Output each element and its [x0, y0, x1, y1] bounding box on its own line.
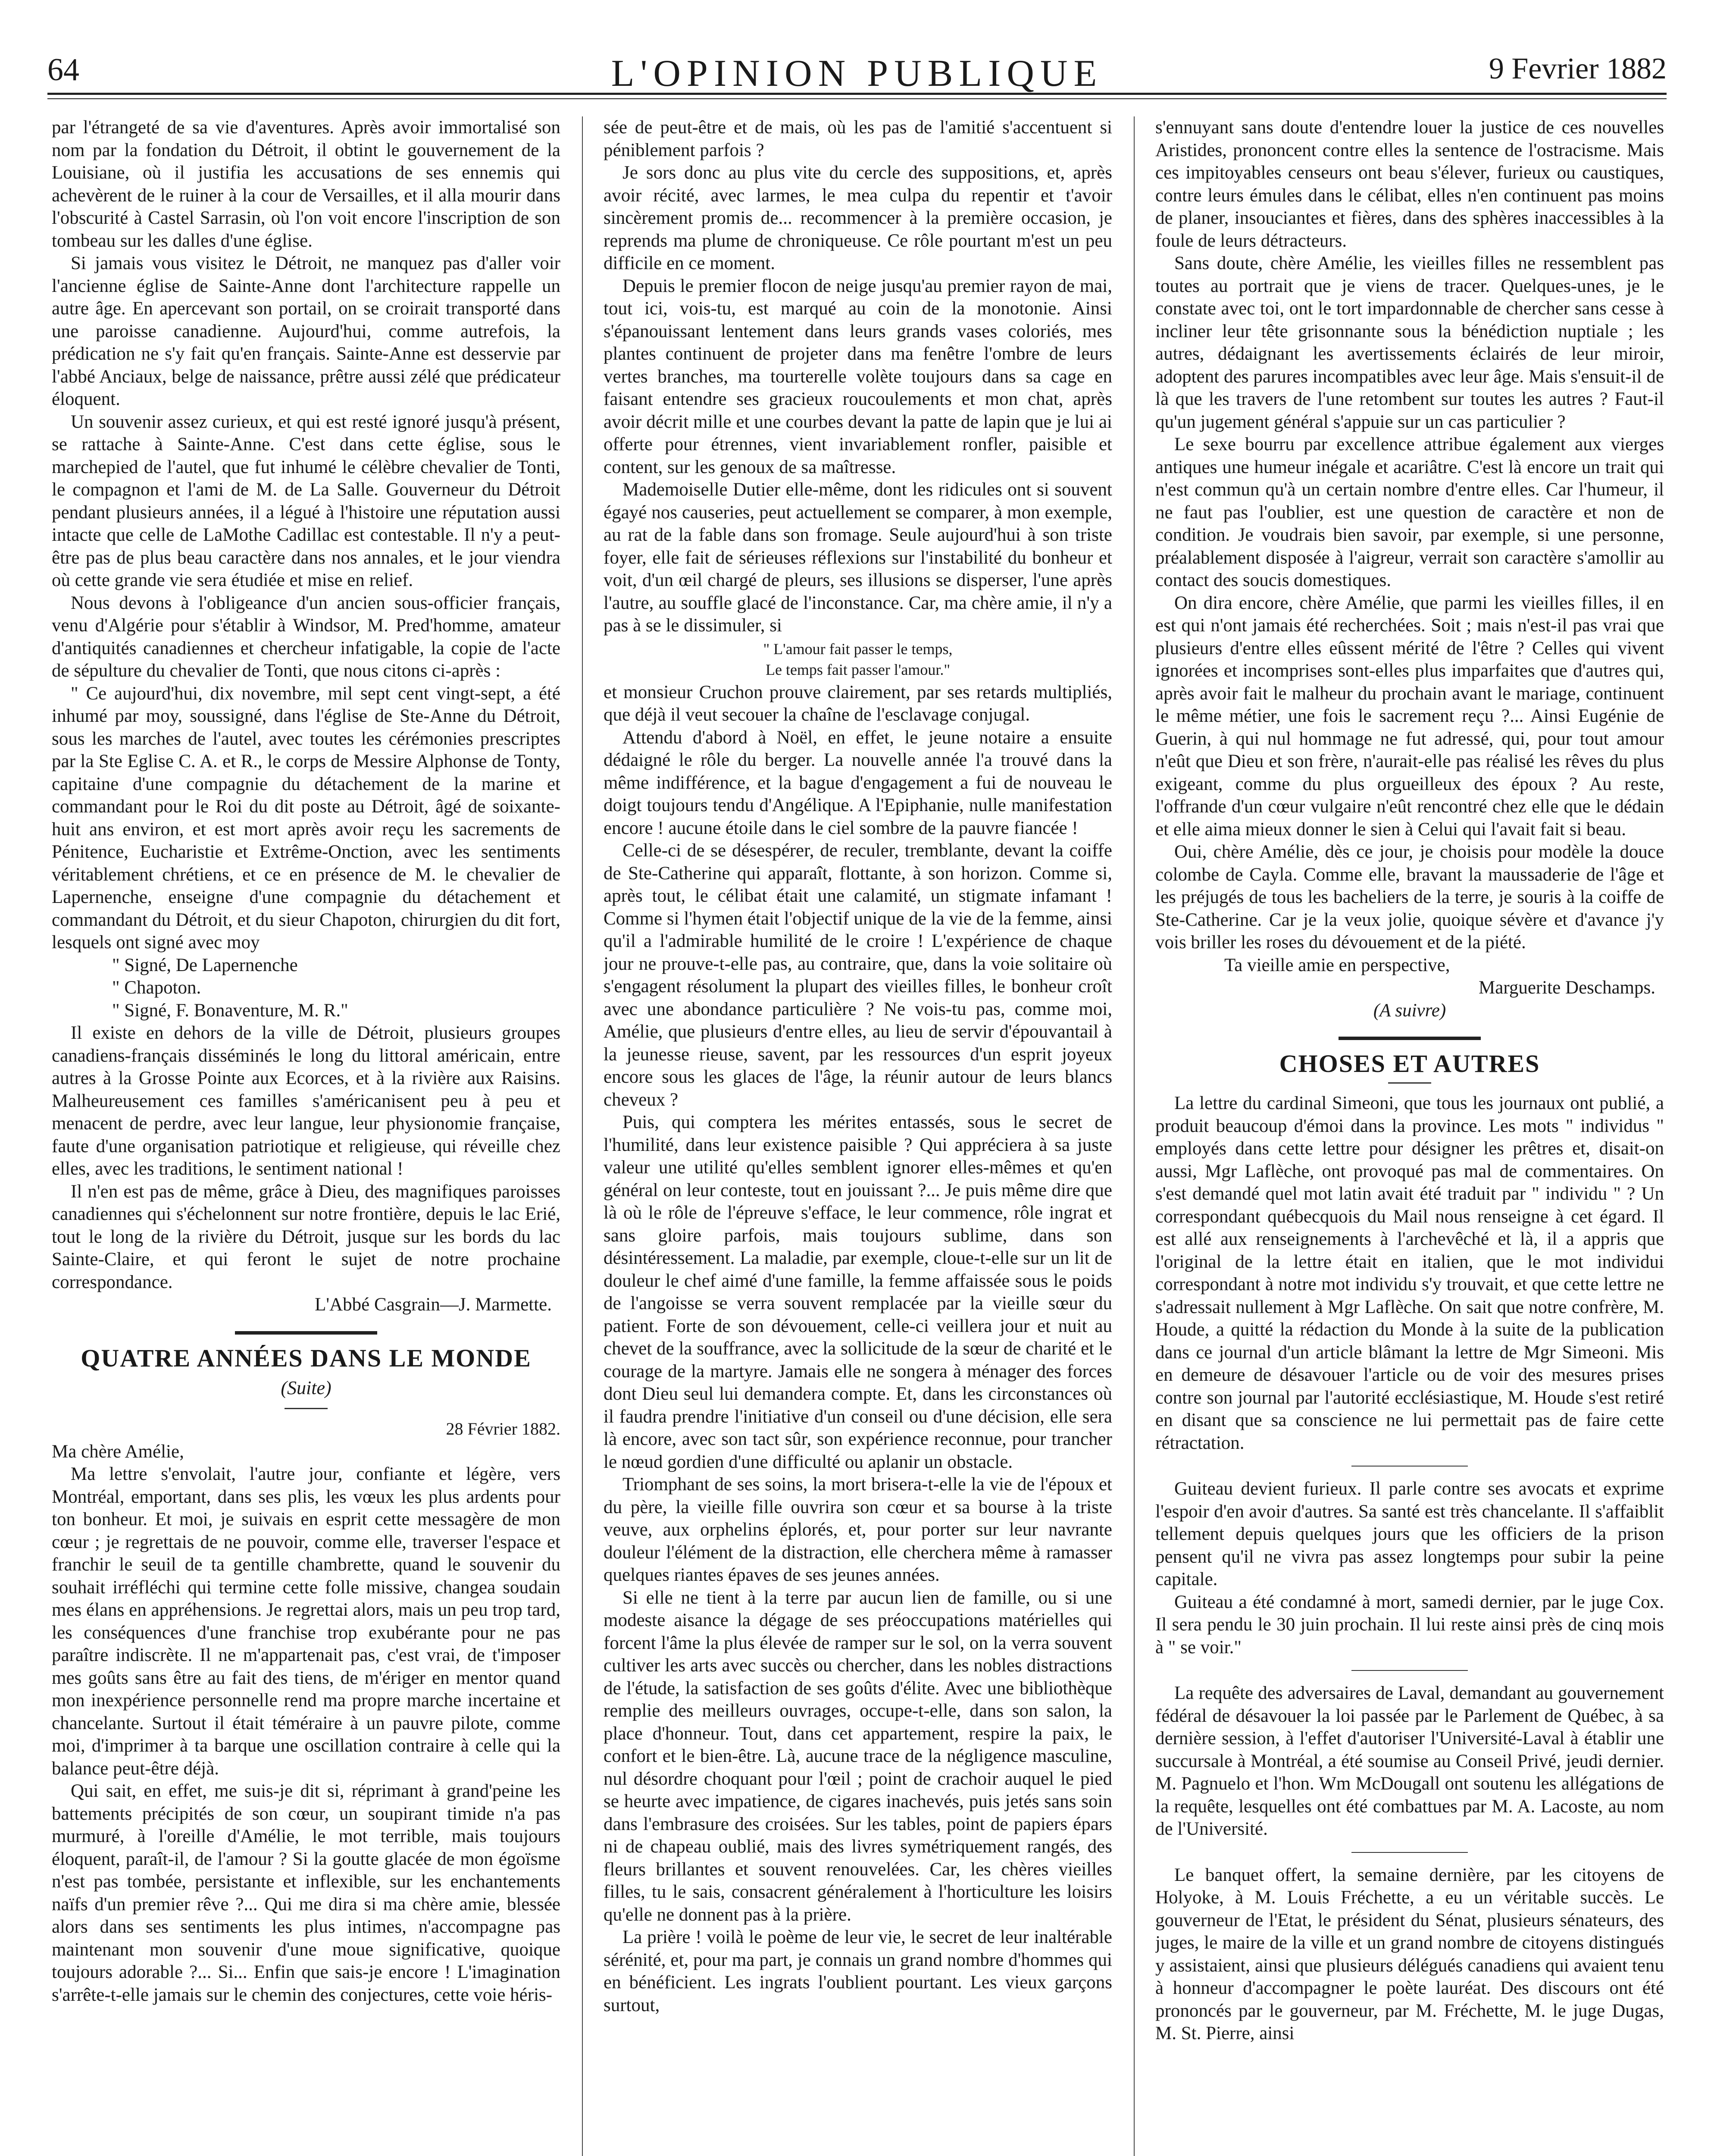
paragraph: Sans doute, chère Amélie, les vieilles filles ne ressemblent pas toutes au portrait que je viens de tracer. Quelques-unes, je le constate avec toi, ont le tort impardonnable de chercher sans cesse à incliner leur tête grisonnante sous la bénédiction nuptiale ; les autres, dédaignant les avertissements éclairés de leur miroir, adoptent des parures incompatibles avec leur âge. Mais s'ensuit-il de là que les travers de l'une retombent sur toutes les autres ? Faut-il qu'un jugement général s'appuie sur un cas particulier ?	[1155, 253, 1664, 432]
section-separator	[1339, 1037, 1481, 1040]
item-separator	[1351, 1670, 1468, 1671]
paragraph: Attendu d'abord à Noël, en effet, le jeune notaire a ensuite dédaigné le rôle du berger. La nouvelle année l'a trouvé dans la même indifférence, et la bague d'engagement a fui de nouveau le doigt toujours tendu d'Angélique. A l'Epiphanie, nulle manifestation encore ! aucune étoile dans le ciel sombre de la pauvre fiancée !	[604, 727, 1112, 838]
news-item: Guiteau a été condamné à mort, samedi dernier, par le juge Cox. Il sera pendu le 30 juin prochain. Il lui reste ainsi près de cinq mois à " se voir."	[1155, 1592, 1664, 1658]
paragraph: Triomphant de ses soins, la mort brisera-t-elle la vie de l'époux et du père, la vieille fille ouvrira son cœur et sa bourse à la triste veuve, aux orphelins éplorés, et, pour porter sur leur navrante douleur l'élément de la distraction, elle cherchera même à ramasser quelques riantes épaves de ses jeunes années.	[604, 1474, 1112, 1585]
paragraph: Depuis le premier flocon de neige jusqu'au premier rayon de mai, tout ici, vois-tu, est marqué au coin de la monotonie. Ainsi s'épanouissant lentement dans leurs grands vases coloriés, mes plantes continuent de projeter dans ma fenêtre l'ombre de leurs vertes branches, ma tourterelle volète toujours dans sa cage en faisant entendre ses gracieux roucoulements et mon chat, après avoir décrit mille et une courbes devant la patte de lapin que je lui ai offerte pour étrennes, vient invariablement ronfler, paisible et content, sur les genoux de sa maîtresse.	[604, 276, 1112, 477]
letter-date: 28 Février 1882.	[446, 1419, 560, 1438]
section-subtitle: (Suite)	[281, 1377, 332, 1398]
paragraph: Celle-ci de se désespérer, de reculer, tremblante, devant la coiffe de Ste-Catherine qui apparaît, flottante, à son horizon. Comme si, après tout, le célibat était une calamité, un stigmate infamant ! Comme si l'hymen était l'objectif unique de la vie de la femme, ainsi qu'il a l'admirable humilité de le croire ! L'expérience de chaque jour ne prouve-t-elle pas, au contraire, que, dans la voie solitaire où s'engagent résolument la plupart des vieilles filles, le bonheur croît avec une abondance particulière ? Ne vois-tu pas, comme moi, Amélie, que plusieurs d'entre elles, au lieu de servir d'épouvantail à la jeunesse rieuse, savent, par les ressources d'un esprit joyeux encore sous les glaces de l'âge, la réunir autour de leurs blancs cheveux ?	[604, 840, 1112, 1110]
title-separator	[285, 1408, 328, 1409]
letter-closing: Ta vieille amie en perspective,	[1224, 955, 1450, 975]
page-header	[47, 47, 1667, 99]
news-item: Guiteau devient furieux. Il parle contre ses avocats et exprime l'espoir d'en avoir d'autres. Sa santé est très chancelante. Il s'affaiblit tellement depuis quelques jours que les officiers de la prison pensent qu'il ne vivra pas assez longtemps pour subir la peine capitale.	[1155, 1479, 1664, 1589]
title-separator	[1388, 1082, 1431, 1084]
paragraph: Il n'en est pas de même, grâce à Dieu, des magnifiques paroisses canadiennes qui s'échelonnent sur notre frontière, depuis le lac Erié, tout le long de la rivière du Détroit, jusque sur les bords du lac Sainte-Claire, et qui feront le sujet de notre prochaine correspondance.	[52, 1181, 560, 1292]
news-item: La lettre du cardinal Simeoni, que tous les journaux ont publié, a produit beaucoup d'émoi dans la province. Les mots " individus " employés dans cette lettre pour désigner les prêtres et, disait-on aussi, Mgr Laflèche, ont provoqué pas mal de commentaires. On s'est demandé quel mot latin avait été traduit par " individu " ? Un correspondant québecquois du Mail nous renseigne à cet égard. Il est allé aux renseignements à l'archevêché et là, il a appris que l'original de la lettre était en italien, que le mot individui correspondant à notre mot individu s'y trouvait, et que cette lettre ne s'adressait nullement à Mgr Laflèche. On sait que notre confrère, M. Houde, a quitté la rédaction du Monde à la suite de la publication dans ce journal d'un article blâmant la lettre de Mgr Simeoni. Mis en demeure de désavouer l'article ou de voir des mesures prises contre son journal par l'autorité ecclésiastique, M. Houde s'est retiré en disant que sa conscience ne lui permettait pas de faire cette rétractation.	[1155, 1093, 1664, 1453]
paragraph: Il existe en dehors de la ville de Détroit, plusieurs groupes canadiens-français disséminés le long du littoral américain, entre autres à la Grosse Pointe aux Ecorces, et à la rivière aux Raisins. Malheureusement ces familles s'américanisent peu à peu et menacent de perdre, avec leur langue, leur physionomie française, faute d'une organisation patriotique et religieuse, qui réveille chez elles, avec les traditions, le sentiment national !	[52, 1023, 560, 1179]
paragraph: Ma lettre s'envolait, l'autre jour, confiante et légère, vers Montréal, emportant, dans ses plis, les vœux les plus ardents pour ton bonheur. Et moi, je suivais en esprit cette messagère de mon cœur ; je regrettais de ne pouvoir, comme elle, traverser l'espace et franchir le seuil de ta gentille chambrette, quand le souvenir du souhait irréfléchi qui termine cette folle missive, changea soudain mes élans en appréhensions. Je regrettai alors, mais un peu trop tard, les conséquences d'une franchise trop exubérante pour ne pas paraître indiscrète. Il ne m'appartenait pas, c'est vrai, de t'imposer mes goûts sans être au fait des tiens, de m'ériger en mentor quand mon inexpérience personnelle rend ma propre marche incertaine et chancelante. Surtout il était téméraire à un pauvre pilote, comme moi, d'imprimer à ta barque une oscillation contraire à celle qui la balance peut-être déjà.	[52, 1464, 560, 1779]
paragraph: Si jamais vous visitez le Détroit, ne manquez pas d'aller voir l'ancienne église de Sainte-Anne dont l'architecture rappelle un autre âge. En apercevant son portail, on se croirait transporté dans une paroisse canadienne. Aujourd'hui, comme autrefois, la prédication ne s'y fait qu'en français. Sainte-Anne est desservie par l'abbé Anciaux, belge de naissance, prêtre aussi zélé que prédicateur éloquent.	[52, 253, 560, 409]
item-separator	[1351, 1852, 1468, 1853]
paragraph: Nous devons à l'obligeance d'un ancien sous-officier français, venu d'Algérie pour s'établir à Windsor, M. Pred'homme, amateur d'antiquités canadiennes et chercheur infatigable, la copie de l'acte de sépulture du chevalier de Tonti, que nous citons ci-après :	[52, 592, 560, 681]
paragraph: s'ennuyant sans doute d'entendre louer la justice de ces nouvelles Aristides, prononcent contre elles la sentence de l'ostracisme. Mais ces impitoyables censeurs ont beau s'élever, furieux ou caustiques, contre leurs émules dans le célibat, elles n'en continuent pas moins de planer, insouciantes et fières, dans des sphères inaccessibles à la foule de leurs détracteurs.	[1155, 117, 1664, 251]
paragraph: et monsieur Cruchon prouve clairement, par ses retards multipliés, que déjà il veut secouer la chaîne de l'esclavage conjugal.	[604, 682, 1112, 725]
news-item: La requête des adversaires de Laval, demandant au gouvernement fédéral de désavouer la loi passée par le Parlement de Québec, à sa dernière session, à l'effet d'autoriser l'Université-Laval à établir une succursale à Montréal, a été soumise au Conseil Privé, jeudi dernier. M. Pagnuelo et l'hon. Wm McDougall ont soutenu les allégations de la requête, lesquelles ont été combattues par M. A. Lacoste, au nom de l'Université.	[1155, 1683, 1664, 1839]
paragraph: Mademoiselle Dutier elle-même, dont les ridicules ont si souvent égayé nos causeries, peut actuellement se comparer, à mon exemple, au rat de la fable dans son fromage. Seule aujourd'hui à son triste foyer, elle fait de sérieuses réflexions sur l'instabilité du bonheur et voit, d'un œil chargé de pleurs, ses illusions se disperser, l'une après l'autre, au souffle glacé de l'inconstance. Car, ma chère amie, il n'y a pas à se le dissimuler, si	[604, 479, 1112, 636]
paragraph: Si elle ne tient à la terre par aucun lien de famille, ou si une modeste aisance la dégage de ses préoccupations matérielles qui forcent l'âme la plus élevée de ramper sur le sol, on la verra souvent cultiver les arts avec succès ou chercher, dans les nobles distractions de l'étude, la satisfaction de ses goûts d'élite. Avec une bibliothèque remplie des meilleurs ouvrages, occupe-t-elle, dans son salon, la place d'honneur. Tout, dans cet appartement, respire la paix, le confort et le bien-être. Là, aucune trace de la négligence masculine, nul désordre choquant pour l'œil ; point de crachoir auquel le pied se heurte avec impatience, de cigares inachevés, puis jetés sans soin dans l'embrasure des croisées. Sur les tables, point de papiers épars ni de chapeau oublié, mais des livres symétriquement rangés, des fleurs brillantes et souvent renouvelées. Car, les chères vieilles filles, tu le sais, consacrent généralement à l'horticulture les loisirs qu'elle ne donnent pas à la prière.	[604, 1587, 1112, 1925]
header-rule-thick	[47, 93, 1667, 95]
paragraph: sée de peut-être et de mais, où les pas de l'amitié s'accentuent si péniblement parfois ?	[604, 117, 1112, 160]
item-separator	[1351, 1466, 1468, 1467]
verse-line: " L'amour fait passer le temps,	[763, 640, 953, 658]
verse-line: Le temps fait passer l'amour."	[765, 661, 951, 678]
letter-signature: Marguerite Deschamps.	[1479, 978, 1655, 998]
column-1	[52, 116, 560, 2156]
article-byline: L'Abbé Casgrain—J. Marmette.	[315, 1294, 552, 1315]
paragraph: Un souvenir assez curieux, et qui est resté ignoré jusqu'à présent, se rattache à Sainte-Anne. C'est dans cette église, sous le marchepied de l'autel, que fut inhumé le célèbre chevalier de Tonti, le compagnon et l'ami de M. de La Salle. Gouverneur du Détroit pendant plusieurs années, il a légué à l'histoire une réputation aussi intacte que celle de LaMothe Cadillac est contestable. Il n'y a peut-être pas de plus beau caractère dans nos annales, et le jour viendra où cette grande vie sera étudiée et mise en relief.	[52, 411, 560, 590]
paragraph: La prière ! voilà le poème de leur vie, le secret de leur inaltérable sérénité, et, pour ma part, je connais un grand nombre d'hommes qui en bénéficient. Les ingrats l'oublient pourtant. Les vieux garçons surtout,	[604, 1927, 1112, 2015]
section-title: CHOSES ET AUTRES	[1279, 1050, 1540, 1078]
record-signature: " Signé, F. Bonaventure, M. R."	[112, 1000, 348, 1021]
column-2	[604, 116, 1112, 2156]
paragraph: par l'étrangeté de sa vie d'aventures. Après avoir immortalisé son nom par la fondation du Détroit, il obtint le gouvernement de la Louisiane, où il justifia les accusations de ses ennemis qui achevèrent de le ruiner à la cour de Versailles, et il alla mourir dans l'obscurité à Castel Sarrasin, où l'on voit encore l'inscription de son tombeau sur les dalles d'une église.	[52, 117, 560, 251]
paragraph: Je sors donc au plus vite du cercle des suppositions, et, après avoir récité, avec larmes, le mea culpa du repentir et t'avoir sincèrement promis de... recommencer à la première occasion, je reprends ma plume de chroniqueuse. Ce rôle pourtant m'est un peu difficile en ce moment.	[604, 163, 1112, 273]
masthead-title: L'OPINION PUBLIQUE	[611, 53, 1103, 94]
news-item: Le banquet offert, la semaine dernière, par les citoyens de Holyoke, à M. Louis Fréchette, a eu un véritable succès. Le gouverneur de l'Etat, le président du Sénat, plusieurs sénateurs, des juges, le maire de la ville et un grand nombre de citoyens distingués y assistaient, ainsi que plusieurs délégués canadiens qui avaient tenu à honneur d'accompagner le poète lauréat. Des discours ont été prononcés par le gouverneur, par M. Fréchette, M. le juge Dugas, M. St. Pierre, ainsi	[1155, 1865, 1664, 2043]
record-signature: " Chapoton.	[112, 978, 201, 998]
paragraph: Puis, qui comptera les mérites entassés, sous le secret de l'humilité, dans leur existence paisible ? Qui appréciera à sa juste valeur une utilité qu'elles semblent ignorer elles-mêmes et qu'en général on leur conteste, tout en jouissant ?... Je puis même dire que là où le rôle de l'épreuve s'efface, le leur commence, rôle ingrat et sans gloire parfois, mais toujours sublime, dans son désintéressement. La maladie, par exemple, cloue-t-elle sur un lit de douleur le chef aimé d'une famille, la femme affaissée sous le poids de l'angoisse se verra souvent remplacée par la vieille sœur du patient. Forte de son dévouement, celle-ci veillera jour et nuit au chevet de la souffrance, avec la sollicitude de la sœur de charité et le courage de la martyre. Jamais elle ne songera à ménager des forces dont Dieu seul lui demandera compte. Et, dans les circonstances où il faudra prendre l'initiative d'un conseil ou d'une décision, elle sera là encore, avec son tact sûr, son expérience reconnue, pour trancher le nœud gordien d'une difficulté ou aplanir un obstacle.	[604, 1112, 1112, 1472]
page-number: 64	[47, 52, 79, 88]
issue-date: 9 Fevrier 1882	[1489, 52, 1667, 85]
quoted-burial-record: " Ce aujourd'hui, dix novembre, mil sept cent vingt-sept, a été inhumé par moy, soussigné, dans l'église de Ste-Anne du Détroit, sous les marches de l'autel, avec toutes les cérémonies prescriptes par la Ste Eglise C. A. et R., le corps de Messire Alphonse de Tonty, capitaine d'une compagnie du détachement de la marine et commandant pour le Roi du dit poste au Détroit, âgé de soixante-huit ans environ, et est mort après avoir reçu les sacrements de Pénitence, Eucharistie et Extrême-Onction, avec les sentiments véritablement chrétiens, et ce en présence de M. le chevalier de Lapernenche, enseigne d'une compagnie du détachement et commandant du Détroit, et du sieur Chapoton, chirurgien du dit fort, lesquels ont signé avec moy	[52, 683, 560, 953]
header-rule-thin	[47, 98, 1667, 99]
paragraph: Le sexe bourru par excellence attribue également aux vierges antiques une humeur inégale et acariâtre. C'est là encore un trait qui n'est commun qu'à un certain nombre d'entre elles. Car l'humeur, il ne faut pas l'oublier, est une question de caractère et non de condition. Je voudrais bien savoir, par exemple, si une personne, préalablement disposée à l'aigreur, verrait son caractère s'amollir au contact des soucis domestiques.	[1155, 434, 1664, 590]
column-3	[1155, 116, 1664, 2156]
section-separator	[235, 1331, 377, 1335]
to-be-continued: (A suivre)	[1373, 1000, 1446, 1021]
paragraph: Qui sait, en effet, me suis-je dit si, réprimant à grand'peine les battements précipités de son cœur, un soupirant timide n'a pas murmuré, à l'oreille d'Amélie, le mot terrible, mais toujours éloquent, paraît-il, de l'amour ? Si la goutte glacée de mon égoïsme n'est pas tombée, persistante et inflexible, sur les enchantements naïfs d'un premier rêve ?... Qui me dira si ma chère amie, blessée alors dans ses sentiments les plus intimes, n'accompagne pas maintenant mon souvenir d'une moue significative, quoique toujours adorable ?... Si... Enfin que sais-je encore ! L'imagination s'arrête-t-elle jamais sur le chemin des conjectures, cette voie héris-	[52, 1781, 560, 2005]
section-title: QUATRE ANNÉES DANS LE MONDE	[81, 1344, 532, 1372]
record-signature: " Signé, De Lapernenche	[112, 955, 298, 975]
column-divider	[582, 116, 583, 2156]
paragraph: Oui, chère Amélie, dès ce jour, je choisis pour modèle la douce colombe de Cayla. Comme elle, bravant la maussaderie de l'âge et les préjugés de tous les bacheliers de la terre, je souris à la coiffe de Ste-Catherine. Car je la veux jolie, quoique sévère et d'avance j'y vois briller les roses du dévouement et de la piété.	[1155, 842, 1664, 953]
letter-salutation: Ma chère Amélie,	[52, 1441, 184, 1462]
paragraph: On dira encore, chère Amélie, que parmi les vieilles filles, il en est qui n'ont jamais été recherchées. Soit ; mais n'est-il pas vrai que plusieurs d'entre elles eûssent mérité de l'être ? Celles qui vivent ignorées et incomprises sont-elles plus imparfaites que d'autres qui, après avoir fait le malheur du prochain avant le mariage, continuent le même métier, une fois le sacrement reçu ?... Ainsi Eugénie de Guerin, à qui nul hommage ne fut adressé, qui, pour tout amour n'eût que Dieu et son frère, n'aurait-elle pas réalisé les rêves du plus exigeant, comme du plus orgueilleux des époux ? Au reste, l'offrande d'un cœur vulgaire n'eût rencontré chez elle que le dédain et elle aima mieux donner le sien à Celui qui l'avait fait si beau.	[1155, 592, 1664, 840]
column-divider	[1134, 116, 1135, 2156]
